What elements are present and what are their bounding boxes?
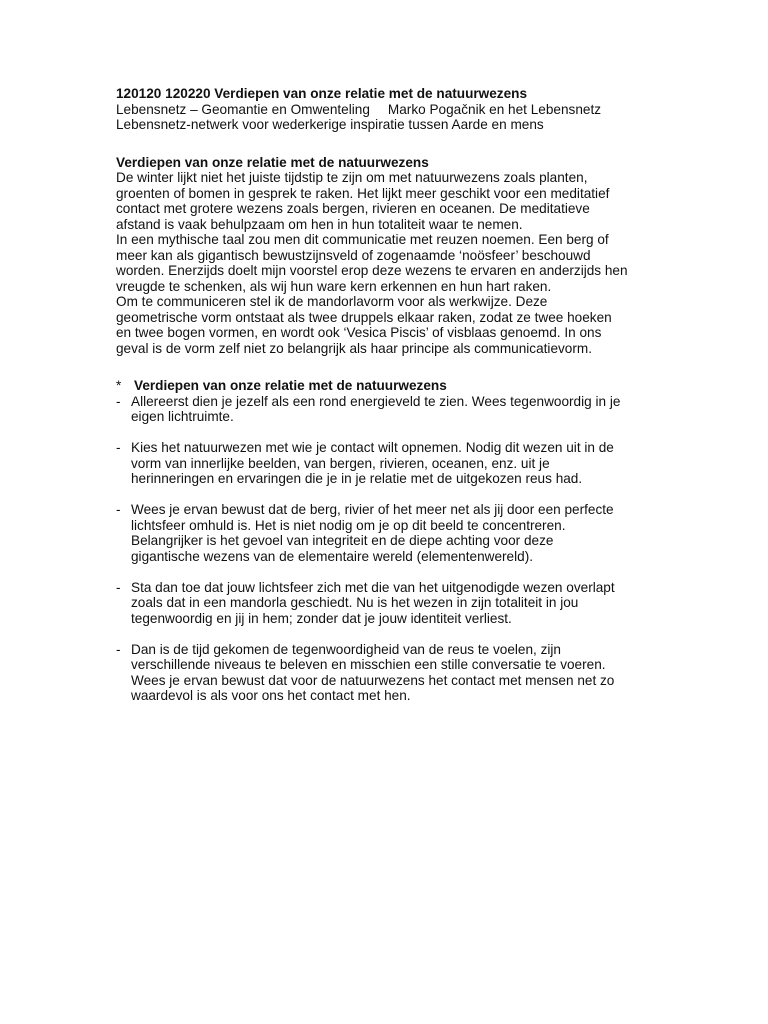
list-item-text: Wees je ervan bewust dat de berg, rivier of het meer net als jij door een perfecte lichtsfeer omhuld is. Het is niet nodig om je op dit beeld te concentreren. Belangrijker is het gevoel van integriteit en de diepe achting voor deze gigantische wezens van de elementaire wereld (elementenwereld). xyxy=(131,502,614,564)
intro-paragraph: De winter lijkt niet het juiste tijdstip te zijn om met natuurwezens zoals planten, groenten of bomen in gesprek te raken. Het lijkt meer geschikt voor een meditatief contact met grotere wezens zoals bergen, rivieren en oceanen. De meditatieve afstand is vaak behulpzaam om hen in hun totaliteit waar te nemen. In een mythische taal zou men dit communicatie met reuzen noemen. Een berg of meer kan als gigantisch bewustzijnsveld of zogenaamde ‘noösfeer’ beschouwd worden. Enerzijds doelt mijn voorstel erop deze wezens te ervaren en anderzijds hen vreugde te schenken, als wij hun ware kern erkennen en hun hart raken. Om te communiceren stel ik de mandorlavorm voor als werkwijze. Deze geometrische vorm ontstaat als twee druppels elkaar raken, zodat ze twee hoeken en twee bogen vormen, en wordt ook ‘Vesica Piscis’ of visblaas genoemd. In ons geval is de vorm zelf niet zo belangrijk als haar principe als communicatievorm. xyxy=(116,170,628,356)
list-dash: - xyxy=(116,502,121,517)
list-item-text: Kies het natuurwezen met wie je contact wilt opnemen. Nodig dit wezen uit in de vorm van innerlijke beelden, van bergen, rivieren, oceanen, enz. uit je herinneringen en ervaringen die je in je relatie met de uitgekozen reus had. xyxy=(131,440,614,486)
list-item-text: Allereerst dien je jezelf als een rond energieveld te zien. Wees tegenwoordig in je eigen lichtruimte. xyxy=(131,393,621,424)
intro-title: Verdiepen van onze relatie met de natuurwezens xyxy=(116,154,429,170)
exercise-heading xyxy=(116,378,676,394)
subtitle-source: Lebensnetz – Geomantie en Omwenteling xyxy=(116,101,370,117)
exercise-title: Verdiepen van onze relatie met de natuurwezens xyxy=(134,378,447,393)
document-tagline: Lebensnetz-netwerk voor wederkerige inspiratie tussen Aarde en mens xyxy=(116,117,544,132)
list-item-text: Sta dan toe dat jouw lichtsfeer zich met die van het uitgenodigde wezen overlapt zoals dat in een mandorla geschiedt. Nu is het wezen in zijn totaliteit in jou tegenwoordig en jij in hem; zonder dat je jouw identiteit verliest. xyxy=(131,579,615,626)
list-dash: - xyxy=(116,641,121,657)
list-item xyxy=(116,502,676,564)
list-dash: - xyxy=(116,440,121,455)
document-subtitle xyxy=(116,102,676,118)
list-item xyxy=(116,580,676,627)
list-dash: - xyxy=(116,579,121,595)
list-item xyxy=(116,440,676,487)
subtitle-author: Marko Pogačnik en het Lebensnetz xyxy=(387,101,602,117)
list-item xyxy=(116,394,676,425)
list-dash: - xyxy=(116,393,121,409)
list-item-text: Dan is de tijd gekomen de tegenwoordigheid van de reus te voelen, zijn verschillende niveaus te beleven en misschien een stille conversatie te voeren. Wees je ervan bewust dat voor de natuurwezens het contact met mensen net zo waardevol is als voor ons het contact met hen. xyxy=(131,641,615,703)
exercise-marker: * xyxy=(116,378,122,393)
document-content xyxy=(116,86,676,719)
exercise-section xyxy=(116,378,676,704)
intro-section xyxy=(116,155,676,357)
document-title: 120120 120220 Verdiepen van onze relatie met de natuurwezens xyxy=(116,86,528,101)
list-item xyxy=(116,642,676,704)
exercise-list xyxy=(116,394,676,704)
